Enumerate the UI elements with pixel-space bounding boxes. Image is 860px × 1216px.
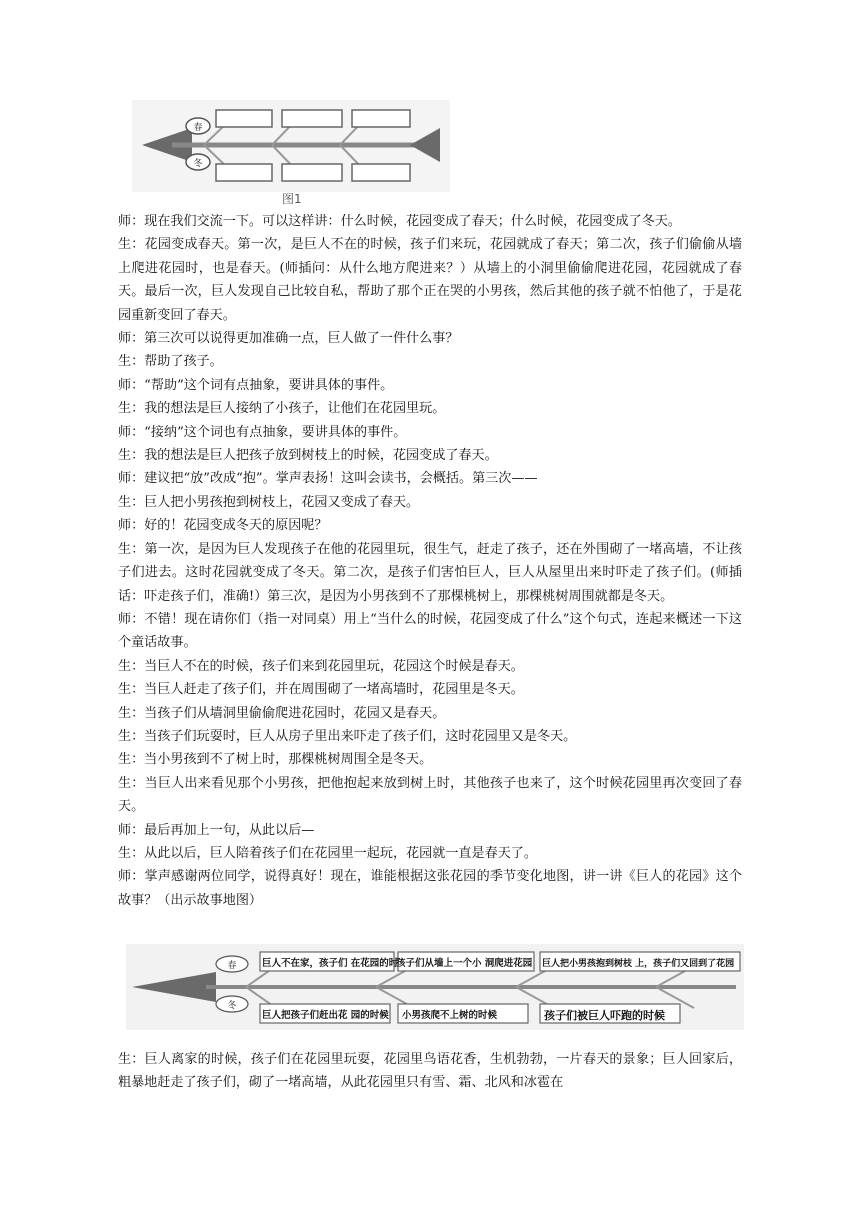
paragraph: 生：我的想法是巨人把孩子放到树枝上的时候，花园变成了春天。 — [118, 448, 498, 464]
paragraph: 生：我的想法是巨人接纳了小孩子，让他们在花园里玩。 — [118, 401, 446, 417]
paragraph: 师：第三次可以说得更加准确一点，巨人做了一件什么事？ — [118, 331, 459, 347]
paragraph: 师：掌声感谢两位同学，说得真好！现在，谁能根据这张花园的季节变化地图，讲一讲《巨人的花园》这个故事？（出示故事地图） — [118, 869, 742, 908]
paragraph: 生：当孩子们从墙洞里偷偷爬进花园时，花园又是春天。 — [118, 705, 446, 721]
spring-event-text-3: 巨人把小男孩抱到树枝 上，孩子们又回到了花园 — [542, 959, 735, 969]
spring-event-text-2: 孩子们从墙上一个小 洞爬进花园 — [396, 958, 533, 969]
winter-event-text-3: 孩子们被巨人吓跑的时候 — [544, 1009, 665, 1022]
figure-2-story-map — [126, 944, 744, 1030]
spring-box-1 — [216, 110, 272, 127]
paragraph: 师：现在我们交流一下。可以这样讲：什么时候，花园变成了春天；什么时候，花园变成了冬天。 — [118, 214, 682, 229]
spring-label: 春 — [227, 961, 237, 971]
spring-box-2 — [282, 110, 342, 127]
paragraph: 生：从此以后，巨人陪着孩子们在花园里一起玩，花园就一直是春天了。 — [118, 845, 537, 861]
winter-box-2 — [282, 164, 342, 181]
paragraph: 生：第一次，是因为巨人发现孩子在他的花园里玩，很生气，赶走了孩子，还在外围砌了一堵高墙，不让孩子们进去。这时花园就变成了冬天。第二次，是孩子们害怕巨人，巨人从屋里出来时吓走了孩子们。(师插话：吓走孩子们，准确!）第三次，是因为小男孩到不了那棵桃树上，那棵桃树周围就都是冬天。 — [118, 541, 742, 604]
paragraph: 师：建议把“放”改成“抱”。掌声表扬！这叫会读书，会概括。第三次—— — [118, 471, 538, 487]
paragraph: 生：帮助了孩子。 — [118, 354, 223, 370]
paragraph: 生：当巨人赶走了孩子们，并在周围砌了一堵高墙时，花园里是冬天。 — [118, 682, 524, 698]
winter-label: 冬 — [227, 1001, 237, 1011]
winter-label: 冬 — [193, 159, 203, 169]
paragraph: 师：好的！花园变成冬天的原因呢？ — [118, 518, 328, 534]
dialogue-text — [118, 210, 742, 912]
paragraph: 师：“帮助”这个词有点抽象，要讲具体的事件。 — [118, 377, 394, 393]
paragraph: 生：巨人离家的时候，孩子们在花园里玩耍，花园里鸟语花香，生机勃勃，一片春天的景象；巨人回家后，粗暴地赶走了孩子们，砌了一堵高墙，从此花园里只有雪、霜、北风和冰雹在 — [118, 1052, 742, 1091]
winter-box-3 — [352, 164, 410, 181]
paragraph: 师：最后再加上一句，从此以后— — [118, 822, 315, 838]
paragraph: 师：不错！现在请你们（指一对同桌）用上“当什么的时候，花园变成了什么”这个句式，连起来概述一下这个童话故事。 — [118, 611, 742, 651]
paragraph: 生：当孩子们玩耍时，巨人从房子里出来吓走了孩子们，这时花园里又是冬天。 — [118, 728, 577, 744]
winter-box-1 — [216, 164, 272, 181]
paragraph: 生：花园变成春天。第一次，是巨人不在的时候，孩子们来玩，花园就成了春天；第二次，孩子们偷偷从墙上爬进花园时，也是春天。(师插问：从什么地方爬进来？）从墙上的小洞里偷偷爬进花园，花园就成了春天。最后一次，巨人发现自己比较自私，帮助了那个正在哭的小男孩，然后其他的孩子就不怕他了，于是花园重新变回了春天。 — [118, 237, 742, 323]
spring-box-3 — [352, 110, 410, 127]
figure-1-story-map — [132, 100, 450, 192]
winter-event-text-1: 巨人把孩子们赶出花 园的时候 — [262, 1010, 389, 1021]
paragraph: 生：当巨人出来看见那个小男孩，把他抱起来放到树上时，其他孩子也来了，这个时候花园里再次变回了春天。 — [118, 775, 742, 815]
winter-event-text-2: 小男孩爬不上树的时候 — [402, 1010, 498, 1021]
spring-event-text-1: 巨人不在家，孩子们 在花园的时 — [262, 958, 399, 969]
figure-1-caption: 图1 — [282, 192, 302, 206]
paragraph: 生：巨人把小男孩抱到树枝上，花园又变成了春天。 — [118, 494, 420, 510]
paragraph: 师：“接纳”这个词也有点抽象，要讲具体的事件。 — [118, 424, 407, 440]
paragraph: 生：当巨人不在的时候，孩子们来到花园里玩，花园这个时候是春天。 — [118, 658, 524, 674]
paragraph: 生：当小男孩到不了树上时，那棵桃树周围全是冬天。 — [118, 752, 433, 768]
spring-label: 春 — [193, 123, 203, 133]
